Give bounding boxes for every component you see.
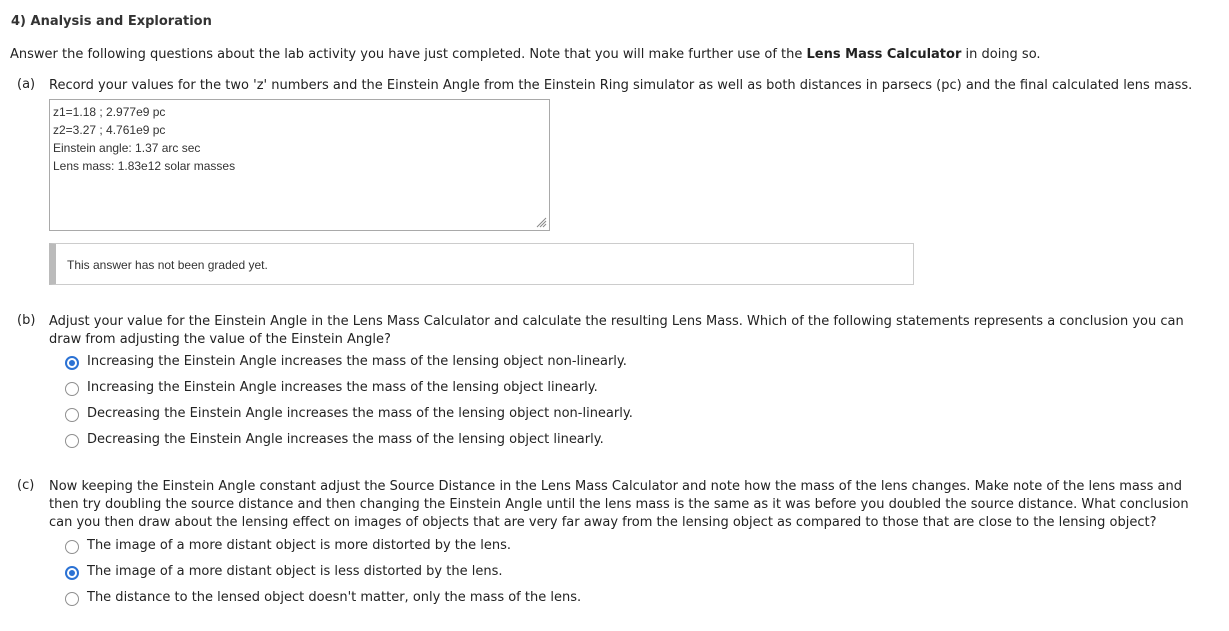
answer-line: z1=1.18 ; 2.977e9 pc [53,105,166,119]
intro-text-end: in doing so. [961,47,1041,62]
radio-unselected-icon[interactable] [65,408,79,422]
option-label: The image of a more distant object is more distorted by the lens. [87,538,511,553]
feedback-text: This answer has not been graded yet. [67,258,268,272]
intro-text-start: Answer the following questions about the lab activity you have just completed. Note that you will make further use of the [10,47,807,62]
answer-line: Einstein angle: 1.37 arc sec [53,141,201,155]
part-c-label: (c) [17,478,35,493]
part-b-label: (b) [17,313,36,328]
option-label: Increasing the Einstein Angle increases the mass of the lensing object linearly. [87,380,598,395]
part-a-question-text: Record your values for the two 'z' numbers and the Einstein Angle from the Einstein Ring simulator as well as both distances in parsecs (pc) and the final calculated lens mass. [49,78,1193,93]
radio-unselected-icon[interactable] [65,382,79,396]
part-c-question-text: Now keeping the Einstein Angle constant adjust the Source Distance in the Lens Mass Calculator and note how the mass of the lens changes. Make note of the lens mass and then try doubling the source distance and then changing the Einstein Angle until the lens mass is the same as it was before you doubled the source distance. What conclusion can you then draw about the lensing effect on images of objects that are very far away from the lensing object as compared to those that are close to the lensing object? [49,479,1189,530]
radio-unselected-icon[interactable] [65,540,79,554]
option-label: Increasing the Einstein Angle increases the mass of the lensing object non-linearly. [87,354,627,369]
part-a-answer-textarea[interactable] [49,99,550,231]
answer-line: Lens mass: 1.83e12 solar masses [53,159,236,173]
resize-grip-icon[interactable] [536,217,547,228]
part-a-label: (a) [17,77,36,92]
radio-selected-icon[interactable] [65,566,79,580]
option-label: The image of a more distant object is less distorted by the lens. [87,564,503,579]
section-heading: 4) Analysis and Exploration [11,14,212,29]
radio-unselected-icon[interactable] [65,434,79,448]
section-intro [10,47,1041,62]
option-label: Decreasing the Einstein Angle increases the mass of the lensing object non-linearly. [87,406,633,421]
part-a-feedback-box [49,243,914,285]
option-label: The distance to the lensed object doesn't matter, only the mass of the lens. [87,590,582,605]
option-label: Decreasing the Einstein Angle increases the mass of the lensing object linearly. [87,432,604,447]
radio-unselected-icon[interactable] [65,592,79,606]
answer-line: z2=3.27 ; 4.761e9 pc [53,123,166,137]
radio-selected-icon[interactable] [65,356,79,370]
intro-bold-link-text: Lens Mass Calculator [806,47,962,62]
part-b-question-text: Adjust your value for the Einstein Angle in the Lens Mass Calculator and calculate the resulting Lens Mass. Which of the following statements represents a conclusion you can draw from adjusting the value of the Einstein Angle? [49,314,1184,347]
